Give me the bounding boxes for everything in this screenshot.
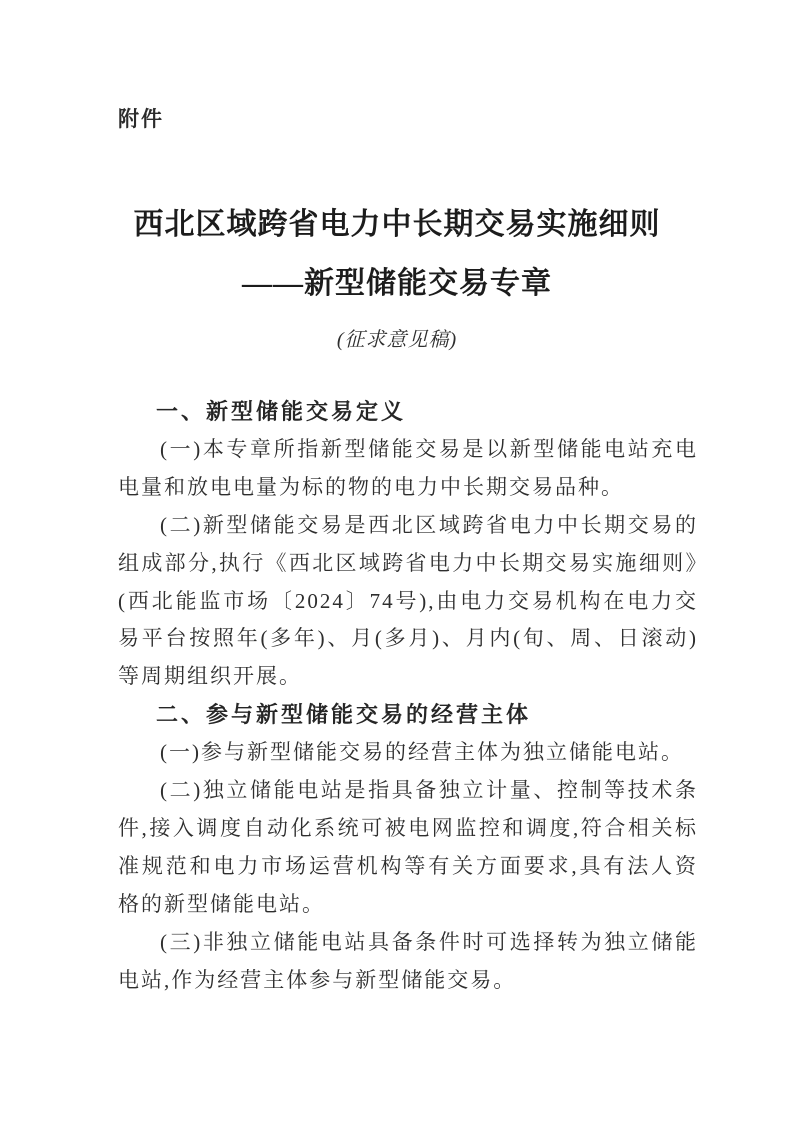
section-1-paragraph-1: (一)本专章所指新型储能交易是以新型储能电站充电电量和放电电量为标的物的电力中长期交易品种。 xyxy=(118,436,698,499)
section-2-paragraph-1: (一)参与新型储能交易的经营主体为独立储能电站。 xyxy=(160,740,684,765)
draft-note: (征求意见稿) xyxy=(336,329,458,351)
document-title-line1: 西北区域跨省电力中长期交易实施细则 xyxy=(133,208,661,241)
section-2-heading: 二、参与新型储能交易的经营主体 xyxy=(156,702,532,728)
section-2-paragraph-2: (二)独立储能电站是指具备独立计量、控制等技术条件,接入调度自动化系统可被电网监控和调度,符合相关标准规范和电力市场运营机构等有关方面要求,具有法人资格的新型储能电站。 xyxy=(118,778,698,916)
document-title-line2: ——新型储能交易专章 xyxy=(242,267,552,300)
document-body xyxy=(118,393,698,1000)
attachment-label: 附件 xyxy=(118,108,164,131)
section-1-heading: 一、新型储能交易定义 xyxy=(156,399,407,424)
section-1-paragraph-2: (二)新型储能交易是西北区域跨省电力中长期交易的组成部分,执行《西北区域跨省电力中长期交易实施细则》(西北能监市场〔2024〕74号),由电力交易机构在电力交易平台按照年(多年)、月(多月)、月内(旬、周、日滚动)等周期组织开展。 xyxy=(118,512,698,689)
section-2-paragraph-3: (三)非独立储能电站具备条件时可选择转为独立储能电站,作为经营主体参与新型储能交易。 xyxy=(118,929,698,992)
